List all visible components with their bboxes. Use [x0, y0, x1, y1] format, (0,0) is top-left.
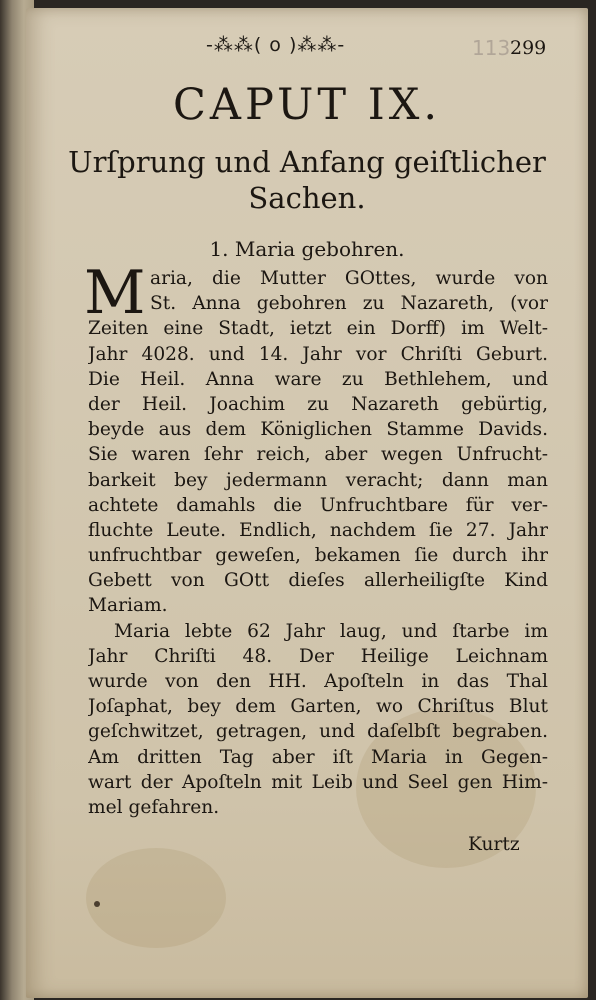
- body-text: [88, 266, 548, 820]
- subtitle-line: Sachen.: [248, 181, 366, 215]
- page-number: 299: [510, 37, 547, 59]
- subtitle-line: Urſprung und Anfang geiſtlicher: [68, 145, 546, 179]
- text-line: Die Heil. Anna ware zu Bethlehem, und: [88, 368, 548, 390]
- ink-speck: [94, 901, 100, 907]
- text-line: St. Anna gebohren zu Nazareth, (vor: [150, 293, 548, 315]
- text-line: wurde von den HH. Apoſteln in das Thal: [88, 671, 548, 692]
- text-line: wart der Apoſteln mit Leib und Seel gen Him-: [88, 771, 548, 793]
- text-line: mel gefahren.: [88, 796, 220, 818]
- section-heading: 1. Maria gebohren.: [209, 237, 405, 261]
- chapter-title: CAPUT IX.: [173, 80, 441, 130]
- text-line: geſchwitzet, getragen, und daſelbſt begraben.: [88, 721, 548, 743]
- text-line: achtete damahls die Unfruchtbare für ver-: [88, 494, 548, 516]
- text-line: barkeit bey jedermann veracht; dann man: [88, 469, 548, 491]
- text-line: Mariam.: [88, 595, 168, 617]
- header-ornament: -⁂⁂( o )⁂⁂-: [206, 34, 346, 56]
- page-header: [26, 34, 588, 64]
- pencil-annotation: 113: [472, 36, 511, 60]
- text-line: unfruchtbar geweſen, bekamen ſie durch ihr: [88, 545, 548, 567]
- drop-cap-letter: M: [84, 258, 146, 328]
- text-line: fluchte Leute. Endlich, nachdem ſie 27. Jahr: [88, 519, 548, 541]
- text-line: Sie waren ſehr reich, aber wegen Unfrucht-: [88, 444, 548, 466]
- text-line: aria, die Mutter GOttes, wurde von: [150, 268, 548, 289]
- catchword: Kurtz: [468, 834, 520, 855]
- text-line: Am dritten Tag aber iſt Maria in Gegen-: [88, 746, 548, 768]
- text-line: Joſaphat, bey dem Garten, wo Chriſtus Blut: [88, 696, 548, 718]
- text-line: Zeiten eine Stadt, ietzt ein Dorff) im Welt-: [88, 318, 548, 340]
- book-page: [26, 8, 588, 998]
- text-line: Maria lebte 62 Jahr laug, und ſtarbe im: [114, 620, 548, 642]
- text-line: Jahr 4028. und 14. Jahr vor Chriſti Geburt.: [88, 343, 548, 365]
- chapter-subtitle: [66, 144, 548, 216]
- text-line: Jahr Chriſti 48. Der Heilige Leichnam: [88, 645, 548, 667]
- text-line: der Heil. Joachim zu Nazareth gebürtig,: [88, 393, 548, 415]
- text-line: beyde aus dem Königlichen Stamme Davids.: [88, 419, 548, 441]
- paper-stain: [86, 848, 226, 948]
- text-line: Gebett von GOtt dieſes allerheiligſte Kind: [88, 570, 548, 592]
